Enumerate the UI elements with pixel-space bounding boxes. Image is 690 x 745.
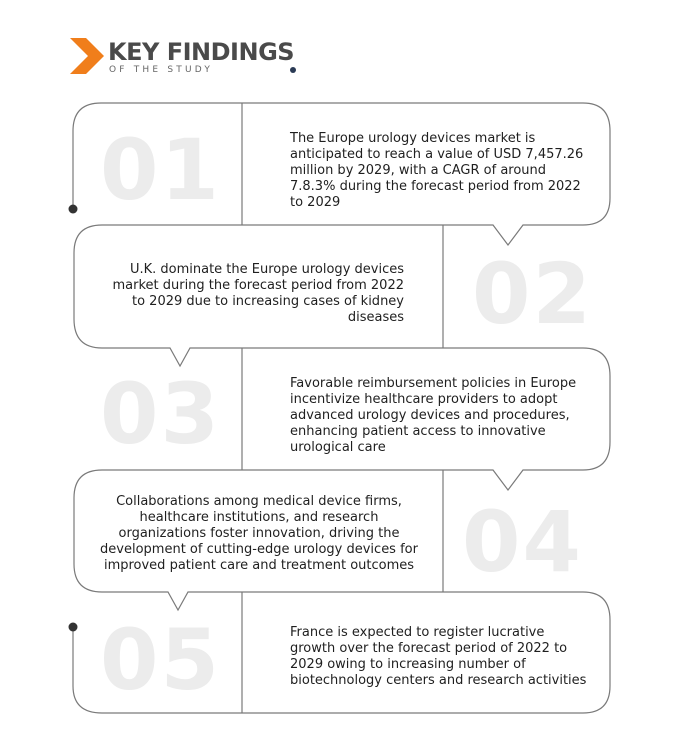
finding-number-03: 03 [100,365,221,463]
finding-text-04: Collaborations among medical device firms, healthcare institutions, and research organizations foster innovation, driving the development of cutting-edge urology devices for improved patient care and treatment outcomes [100,494,418,573]
finding-text-01: The Europe urology devices market is anticipated to reach a value of USD 7,457.26 million by 2029, with a CAGR of around 7.8.3% during the forecast period from 2022 to 2029 [290,131,584,210]
finding-text-02: U.K. dominate the Europe urology devices market during the forecast period from 2022 to 2029 due to increasing cases of kidney diseases [112,262,404,325]
finding-text-03: Favorable reimbursement policies in Europe incentivize healthcare providers to adopt advanced urology devices and procedures, enhancing patient access to innovative urological care [290,376,577,455]
page-title: KEY FINDINGS [108,38,295,66]
page-subtitle: OF THE STUDY [109,65,214,75]
finding-number-02: 02 [472,245,593,343]
connector-dot-icon [69,205,78,214]
finding-text-05: France is expected to register lucrative growth over the forecast period of 2022 to 2029 owing to increasing number of biotechnology centers and research activities [290,625,587,688]
finding-number-05: 05 [100,611,221,709]
connector-dot-icon [69,623,78,632]
finding-number-01: 01 [100,121,221,219]
finding-number-04: 04 [462,493,583,591]
